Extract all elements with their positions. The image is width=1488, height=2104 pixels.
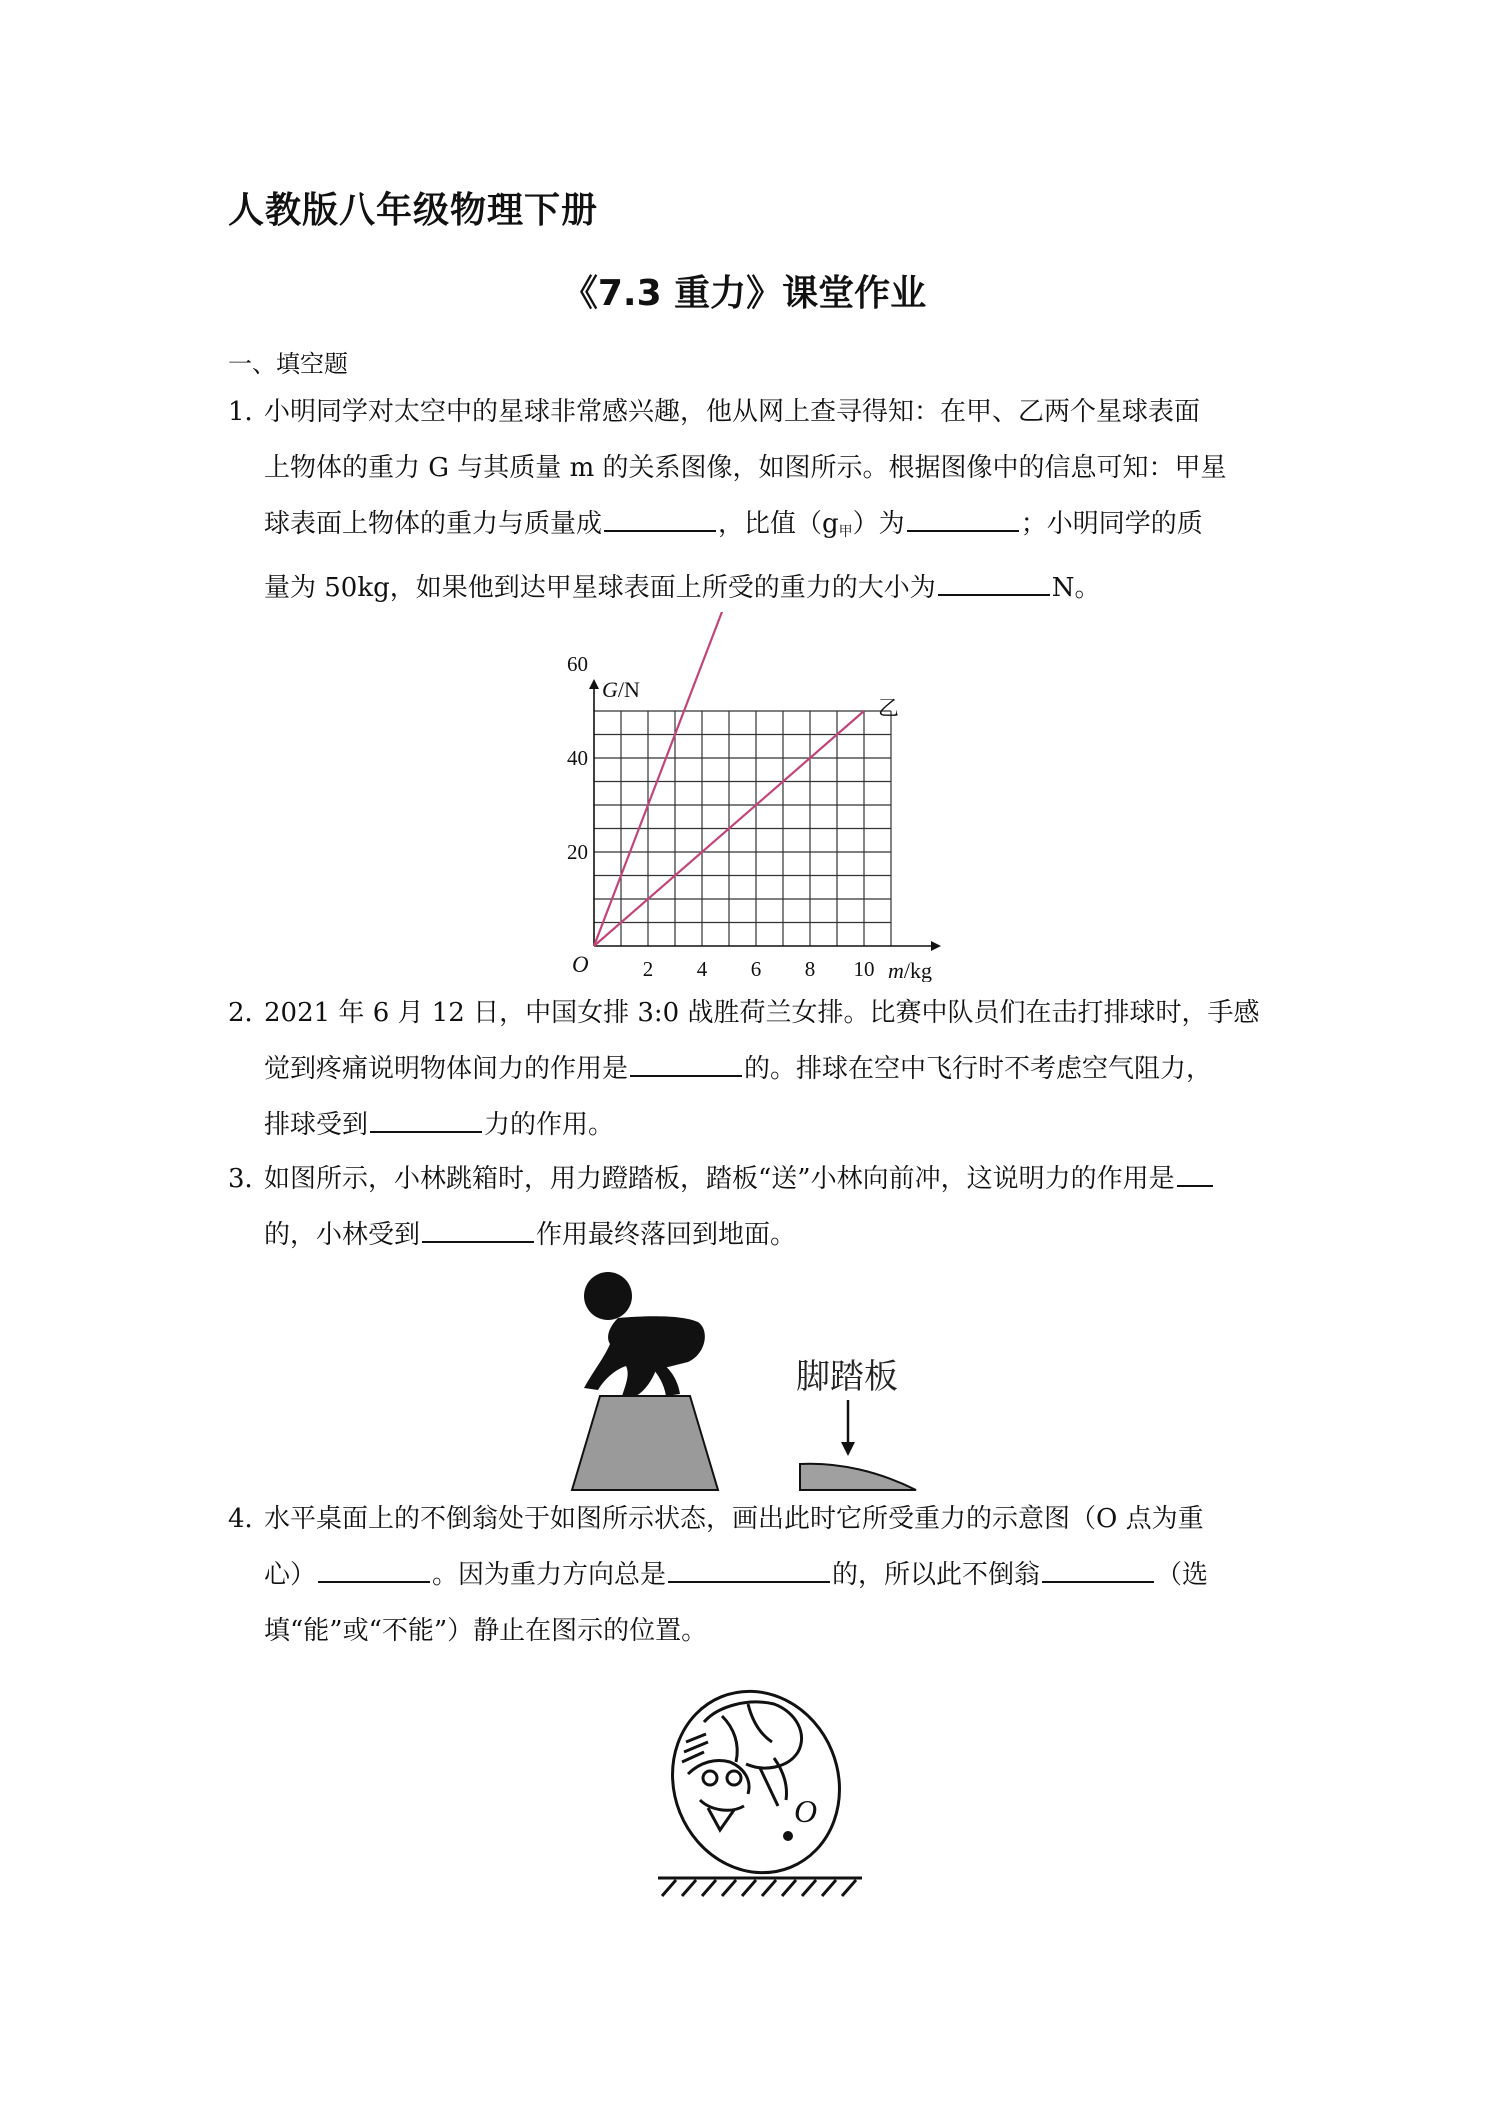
answer-blank[interactable] xyxy=(422,1215,534,1243)
roly-poly-toy xyxy=(648,1682,866,1898)
springboard-label: 脚踏板 xyxy=(796,1357,898,1397)
x-tick-label: 6 xyxy=(750,957,762,981)
text-run: （选 xyxy=(1156,1560,1209,1590)
question-line xyxy=(264,496,1278,560)
jumper-silhouette xyxy=(584,1272,705,1396)
subscript: 甲 xyxy=(838,524,853,540)
x-tick-label: 2 xyxy=(642,957,654,981)
text-run: 的，小林受到 xyxy=(264,1220,421,1250)
x-axis-label: m/kg xyxy=(888,958,933,982)
text-run: 力的作用。 xyxy=(484,1110,615,1140)
document-subtitle: 《7.3 重力》课堂作业 xyxy=(561,273,927,314)
question-line xyxy=(264,1097,1278,1153)
answer-blank[interactable] xyxy=(370,1105,482,1133)
answer-blank[interactable] xyxy=(318,1555,430,1583)
gravity-mass-chart xyxy=(530,612,970,982)
text-run: 。因为重力方向总是 xyxy=(432,1560,667,1590)
springboard xyxy=(800,1464,916,1490)
question-line xyxy=(264,1151,1278,1207)
text-run: 觉到疼痛说明物体间力的作用是 xyxy=(264,1054,629,1084)
question-3 xyxy=(228,1151,1278,1263)
center-of-gravity-label: O xyxy=(794,1793,818,1829)
x-tick-label: 10 xyxy=(853,957,875,981)
text-run: ，比值（g xyxy=(718,509,839,539)
question-line xyxy=(264,560,1278,616)
y-tick-label: 60 xyxy=(567,652,588,676)
answer-blank[interactable] xyxy=(1177,1159,1213,1187)
question-number: 4． xyxy=(228,1504,271,1534)
y-axis-label: G/N xyxy=(602,677,640,702)
y-tick-label: 20 xyxy=(567,840,588,864)
document-title: 人教版八年级物理下册 xyxy=(228,190,599,231)
text-run: 量为 50kg，如果他到达甲星球表面上所受的重力的大小为 xyxy=(264,573,936,603)
text-run: ；小明同学的质 xyxy=(1020,509,1203,539)
question-number: 1． xyxy=(228,397,271,427)
text-run: ）为 xyxy=(852,509,905,539)
text-run: 的。排球在空中飞行时不考虑空气阻力， xyxy=(744,1054,1213,1084)
text-run: 的，所以此不倒翁 xyxy=(832,1560,1041,1590)
x-tick-label: 4 xyxy=(696,957,708,981)
text-run: 作用最终落回到地面。 xyxy=(536,1220,797,1250)
vaulting-box xyxy=(572,1396,718,1490)
text-run: 如图所示，小林跳箱时，用力蹬踏板，踏板“送”小林向前冲，这说明力的作用是 xyxy=(264,1164,1175,1194)
question-number: 3． xyxy=(228,1164,271,1194)
answer-blank[interactable] xyxy=(1042,1555,1154,1583)
text-run: 球表面上物体的重力与质量成 xyxy=(264,509,603,539)
question-line: 水平桌面上的不倒翁处于如图所示状态，画出此时它所受重力的示意图（O 点为重 xyxy=(264,1504,1204,1534)
question-line: 上物体的重力 G 与其质量 m 的关系图像，如图所示。根据图像中的信息可知：甲星 xyxy=(264,453,1227,483)
vault-box-figure xyxy=(560,1258,960,1498)
origin-label: O xyxy=(572,952,589,977)
x-tick-label: 8 xyxy=(804,957,816,981)
arrow-down-icon xyxy=(841,1400,855,1456)
question-line: 2021 年 6 月 12 日，中国女排 3:0 战胜荷兰女排。比赛中队员们在击打排球时，手感 xyxy=(264,998,1260,1028)
y-axis-arrow-icon xyxy=(589,679,599,689)
series-label: 乙 xyxy=(878,696,899,720)
question-1 xyxy=(228,384,1278,616)
question-line: 填“能”或“不能”）静止在图示的位置。 xyxy=(264,1616,708,1646)
ground-hatching xyxy=(658,1878,862,1896)
center-of-gravity-dot xyxy=(783,1831,793,1841)
y-tick-label: 40 xyxy=(567,746,588,770)
question-number: 2． xyxy=(228,998,271,1028)
section-heading: 一、填空题 xyxy=(228,350,348,378)
answer-blank[interactable] xyxy=(938,568,1050,596)
answer-blank[interactable] xyxy=(604,504,716,532)
text-run: N。 xyxy=(1051,573,1101,603)
x-axis-arrow-icon xyxy=(931,941,941,951)
answer-blank[interactable] xyxy=(907,504,1019,532)
question-line: 小明同学对太空中的星球非常感兴趣，他从网上查寻得知：在甲、乙两个星球表面 xyxy=(264,397,1201,427)
text-run: 排球受到 xyxy=(264,1110,369,1140)
answer-blank[interactable] xyxy=(630,1049,742,1077)
roly-poly-figure xyxy=(648,1682,888,1902)
question-line xyxy=(264,1207,1278,1263)
question-2 xyxy=(228,985,1278,1153)
question-4 xyxy=(228,1491,1278,1659)
question-line xyxy=(264,1547,1278,1603)
text-run: 心） xyxy=(264,1560,317,1590)
answer-blank[interactable] xyxy=(668,1555,830,1583)
question-line xyxy=(264,1041,1278,1097)
